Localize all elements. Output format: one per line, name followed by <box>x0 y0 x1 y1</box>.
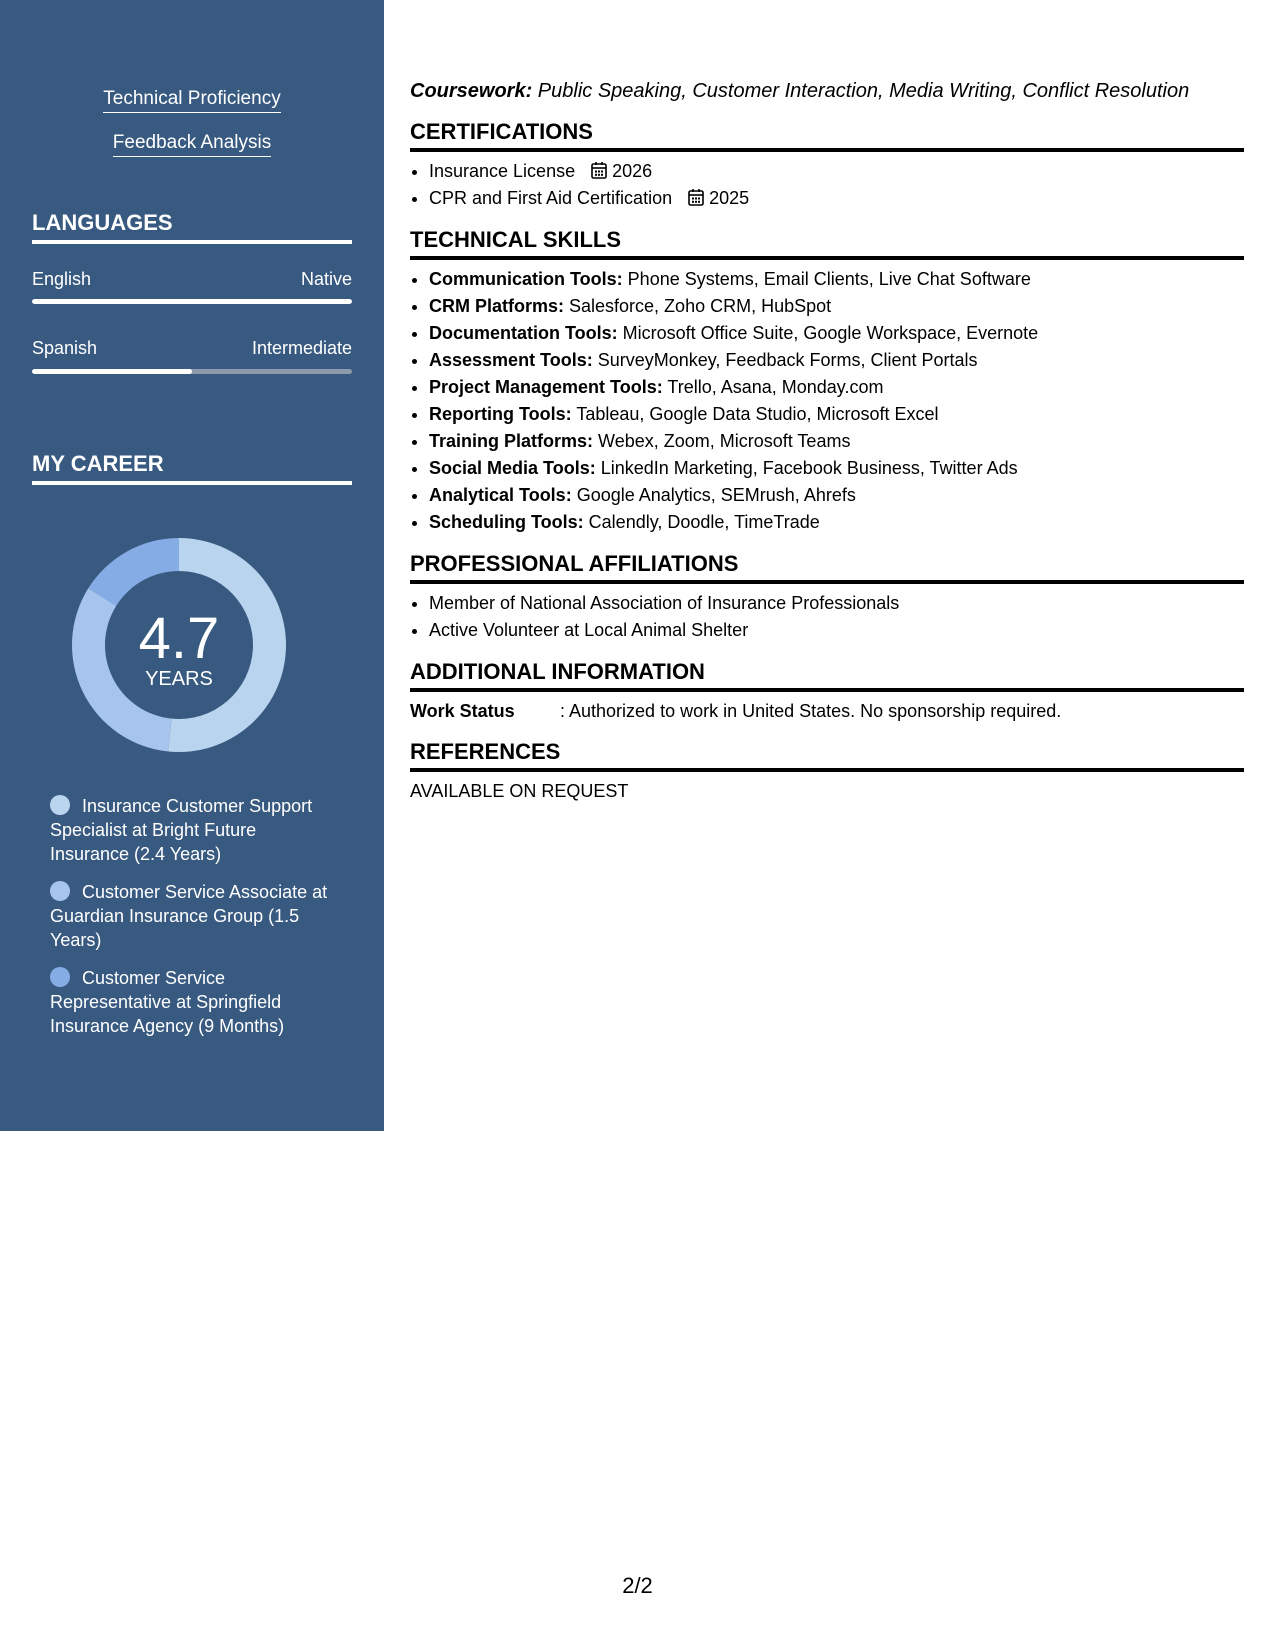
calendar-icon <box>687 188 705 206</box>
skill-label: CRM Platforms: <box>429 296 565 316</box>
skill-label: Communication Tools: <box>429 269 623 289</box>
sidebar <box>0 0 384 1131</box>
career-item-text: Customer Service Associate at Guardian Insurance Group (1.5 Years) <box>50 882 328 950</box>
skill-value: Webex, Zoom, Microsoft Teams <box>593 431 851 451</box>
skill-item <box>429 347 1244 374</box>
career-heading: MY CAREER <box>32 451 352 485</box>
skill-label: Scheduling Tools: <box>429 512 584 532</box>
skill-item <box>429 482 1244 509</box>
career-dot-icon <box>50 881 70 901</box>
references-heading: REFERENCES <box>410 738 1244 772</box>
career-dot-icon <box>50 967 70 987</box>
coursework <box>410 76 1244 106</box>
skill-value: LinkedIn Marketing, Facebook Business, Twitter Ads <box>595 458 1018 478</box>
skill-label: Analytical Tools: <box>429 485 572 505</box>
language-bar-fill <box>32 369 192 374</box>
work-status-label: Work Status <box>410 701 515 721</box>
references-text: AVAILABLE ON REQUEST <box>410 781 629 801</box>
skill-item <box>429 320 1244 347</box>
affiliation-item: • Member of National Association of Insurance Professionals <box>429 590 1244 617</box>
skill-tag: Feedback Analysis <box>113 132 271 157</box>
career-item <box>50 880 340 952</box>
skill-tags <box>0 88 384 176</box>
coursework-text: Public Speaking, Customer Interaction, Media Writing, Conflict Resolution <box>532 80 1190 102</box>
skill-label: Reporting Tools: <box>429 404 572 424</box>
skill-label: Documentation Tools: <box>429 323 618 343</box>
language-bar <box>32 299 352 304</box>
technical-skills-list <box>410 266 1244 536</box>
skill-item <box>429 509 1244 536</box>
work-status-row <box>410 698 1244 724</box>
skill-item <box>429 401 1244 428</box>
coursework-label: Coursework: <box>410 80 533 102</box>
certification-item <box>429 185 1244 212</box>
skill-value: Google Analytics, SEMrush, Ahrefs <box>571 485 856 505</box>
certifications-heading: CERTIFICATIONS <box>410 118 1244 152</box>
calendar-icon <box>590 161 608 179</box>
affiliation-item: • Active Volunteer at Local Animal Shelter <box>429 617 1244 644</box>
career-item <box>50 794 340 866</box>
skill-value: Calendly, Doodle, TimeTrade <box>583 512 820 532</box>
career-list <box>50 794 340 1052</box>
technical-skills-heading: TECHNICAL SKILLS <box>410 226 1244 260</box>
certification-year: 2025 <box>709 188 750 208</box>
certification-name: Insurance License <box>429 161 576 181</box>
skill-label: Training Platforms: <box>429 431 594 451</box>
career-total: 4.7 <box>138 606 220 671</box>
career-donut-chart <box>66 532 292 758</box>
additional-info-heading: ADDITIONAL INFORMATION <box>410 658 1244 692</box>
career-unit: YEARS <box>145 668 213 690</box>
language-row <box>32 268 352 290</box>
language-level: Intermediate <box>251 338 352 358</box>
skill-label: Assessment Tools: <box>429 350 593 370</box>
languages-heading: LANGUAGES <box>32 210 352 244</box>
affiliations-heading: PROFESSIONAL AFFILIATIONS <box>410 550 1244 584</box>
career-dot-icon <box>50 795 70 815</box>
skill-item <box>429 374 1244 401</box>
skill-value: Salesforce, Zoho CRM, HubSpot <box>564 296 832 316</box>
skill-value: Tableau, Google Data Studio, Microsoft Excel <box>571 404 939 424</box>
career-item-text: Customer Service Representative at Springfield Insurance Agency (9 Months) <box>50 968 285 1036</box>
certifications-list <box>410 158 1244 212</box>
skill-item <box>429 293 1244 320</box>
page-number: 2/2 <box>622 1573 653 1598</box>
skill-tag: Technical Proficiency <box>103 88 280 113</box>
skill-item <box>429 455 1244 482</box>
language-bar-fill <box>32 299 352 304</box>
skill-value: Trello, Asana, Monday.com <box>662 377 884 397</box>
skill-label: Project Management Tools: <box>429 377 663 397</box>
skill-value: Microsoft Office Suite, Google Workspace, Evernote <box>617 323 1039 343</box>
certification-item <box>429 158 1244 185</box>
certification-year: 2026 <box>612 161 653 181</box>
language-bar <box>32 369 352 374</box>
language-level: Native <box>300 269 352 289</box>
career-item <box>50 966 340 1038</box>
main-content <box>410 76 1244 804</box>
skill-label: Social Media Tools: <box>429 458 596 478</box>
language-name: Spanish <box>32 338 98 358</box>
career-item-text: Insurance Customer Support Specialist at Bright Future Insurance (2.4 Years) <box>50 796 313 864</box>
skill-item <box>429 266 1244 293</box>
skill-value: Phone Systems, Email Clients, Live Chat Software <box>622 269 1031 289</box>
skill-value: SurveyMonkey, Feedback Forms, Client Portals <box>592 350 978 370</box>
work-status-value: : Authorized to work in United States. No sponsorship required. <box>560 701 1062 721</box>
skill-item <box>429 428 1244 455</box>
certification-name: CPR and First Aid Certification <box>429 188 673 208</box>
language-name: English <box>32 269 92 289</box>
language-row <box>32 337 352 359</box>
affiliations-list <box>410 590 1244 644</box>
career-donut-segment <box>88 538 179 606</box>
